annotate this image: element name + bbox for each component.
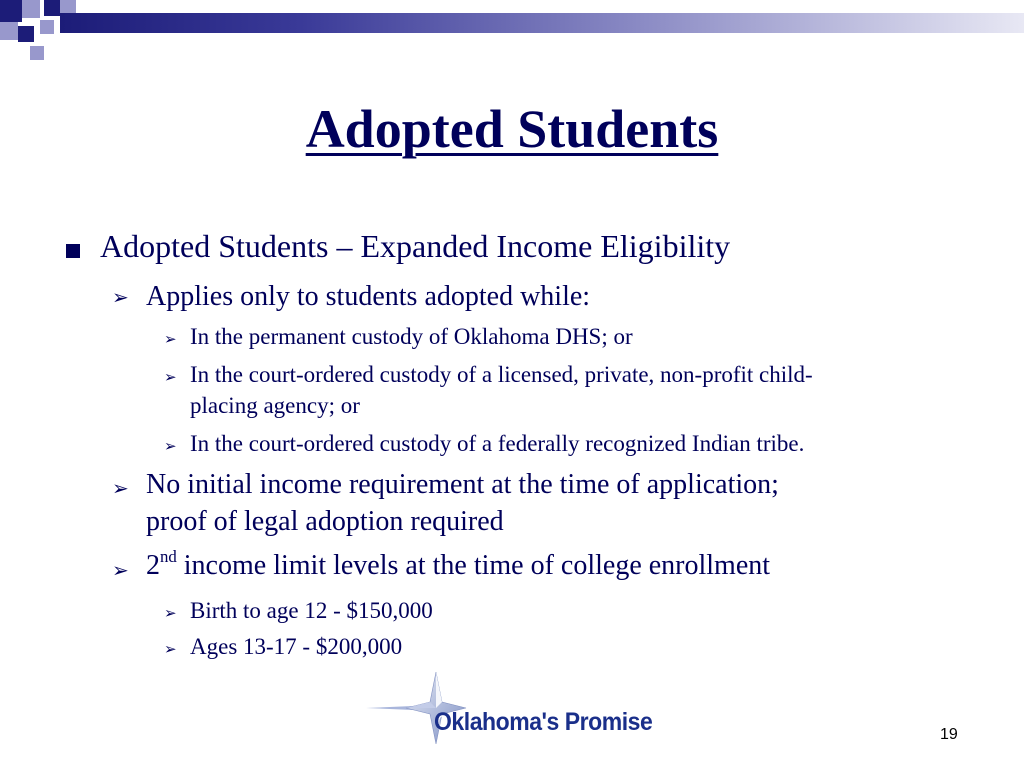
ages-13-17-text: Ages 13-17 - $200,000 bbox=[190, 634, 403, 659]
arrow-bullet-icon: ➢ bbox=[164, 606, 177, 622]
custody-private-text-line1: In the court-ordered custody of a licensed, private, non-profit child- bbox=[190, 362, 813, 387]
custody-tribe-text: In the court-ordered custody of a federally recognized Indian tribe. bbox=[190, 431, 805, 456]
custody-dhs-text: In the permanent custody of Oklahoma DHS; or bbox=[190, 324, 633, 349]
deco-square bbox=[44, 0, 60, 16]
arrow-bullet-icon: ➢ bbox=[112, 478, 129, 500]
deco-square bbox=[0, 22, 18, 40]
deco-square bbox=[18, 26, 34, 42]
logo-text: Oklahoma's Promise bbox=[434, 708, 653, 736]
page-number: 19 bbox=[940, 726, 958, 743]
custody-private-text-line2: placing agency; or bbox=[190, 393, 360, 418]
header-band bbox=[60, 13, 1024, 33]
no-initial-text-line2: proof of legal adoption required bbox=[146, 506, 504, 537]
main-bullet-text: Adopted Students – Expanded Income Eligibility bbox=[100, 228, 731, 264]
applies-text: Applies only to students adopted while: bbox=[146, 281, 591, 312]
arrow-bullet-icon: ➢ bbox=[112, 287, 129, 309]
no-initial-text-line1: No initial income requirement at the time of application; bbox=[146, 469, 779, 500]
birth-to-12-text: Birth to age 12 - $150,000 bbox=[190, 598, 433, 623]
arrow-bullet-icon: ➢ bbox=[164, 642, 177, 658]
second-income-superscript: nd bbox=[160, 546, 177, 566]
second-income-number: 2 bbox=[146, 550, 160, 581]
deco-square bbox=[40, 20, 54, 34]
arrow-bullet-icon: ➢ bbox=[164, 370, 177, 386]
arrow-bullet-icon: ➢ bbox=[164, 439, 177, 455]
arrow-bullet-icon: ➢ bbox=[112, 560, 129, 582]
deco-square bbox=[60, 0, 76, 13]
second-income-text bbox=[146, 546, 771, 582]
slide-title: Adopted Students bbox=[305, 99, 719, 159]
second-income-rest: income limit levels at the time of college enrollment bbox=[176, 550, 771, 581]
deco-square bbox=[22, 0, 40, 18]
square-bullet-icon bbox=[66, 244, 80, 258]
arrow-bullet-icon: ➢ bbox=[164, 332, 177, 348]
deco-square bbox=[0, 0, 22, 22]
deco-square bbox=[30, 46, 44, 60]
